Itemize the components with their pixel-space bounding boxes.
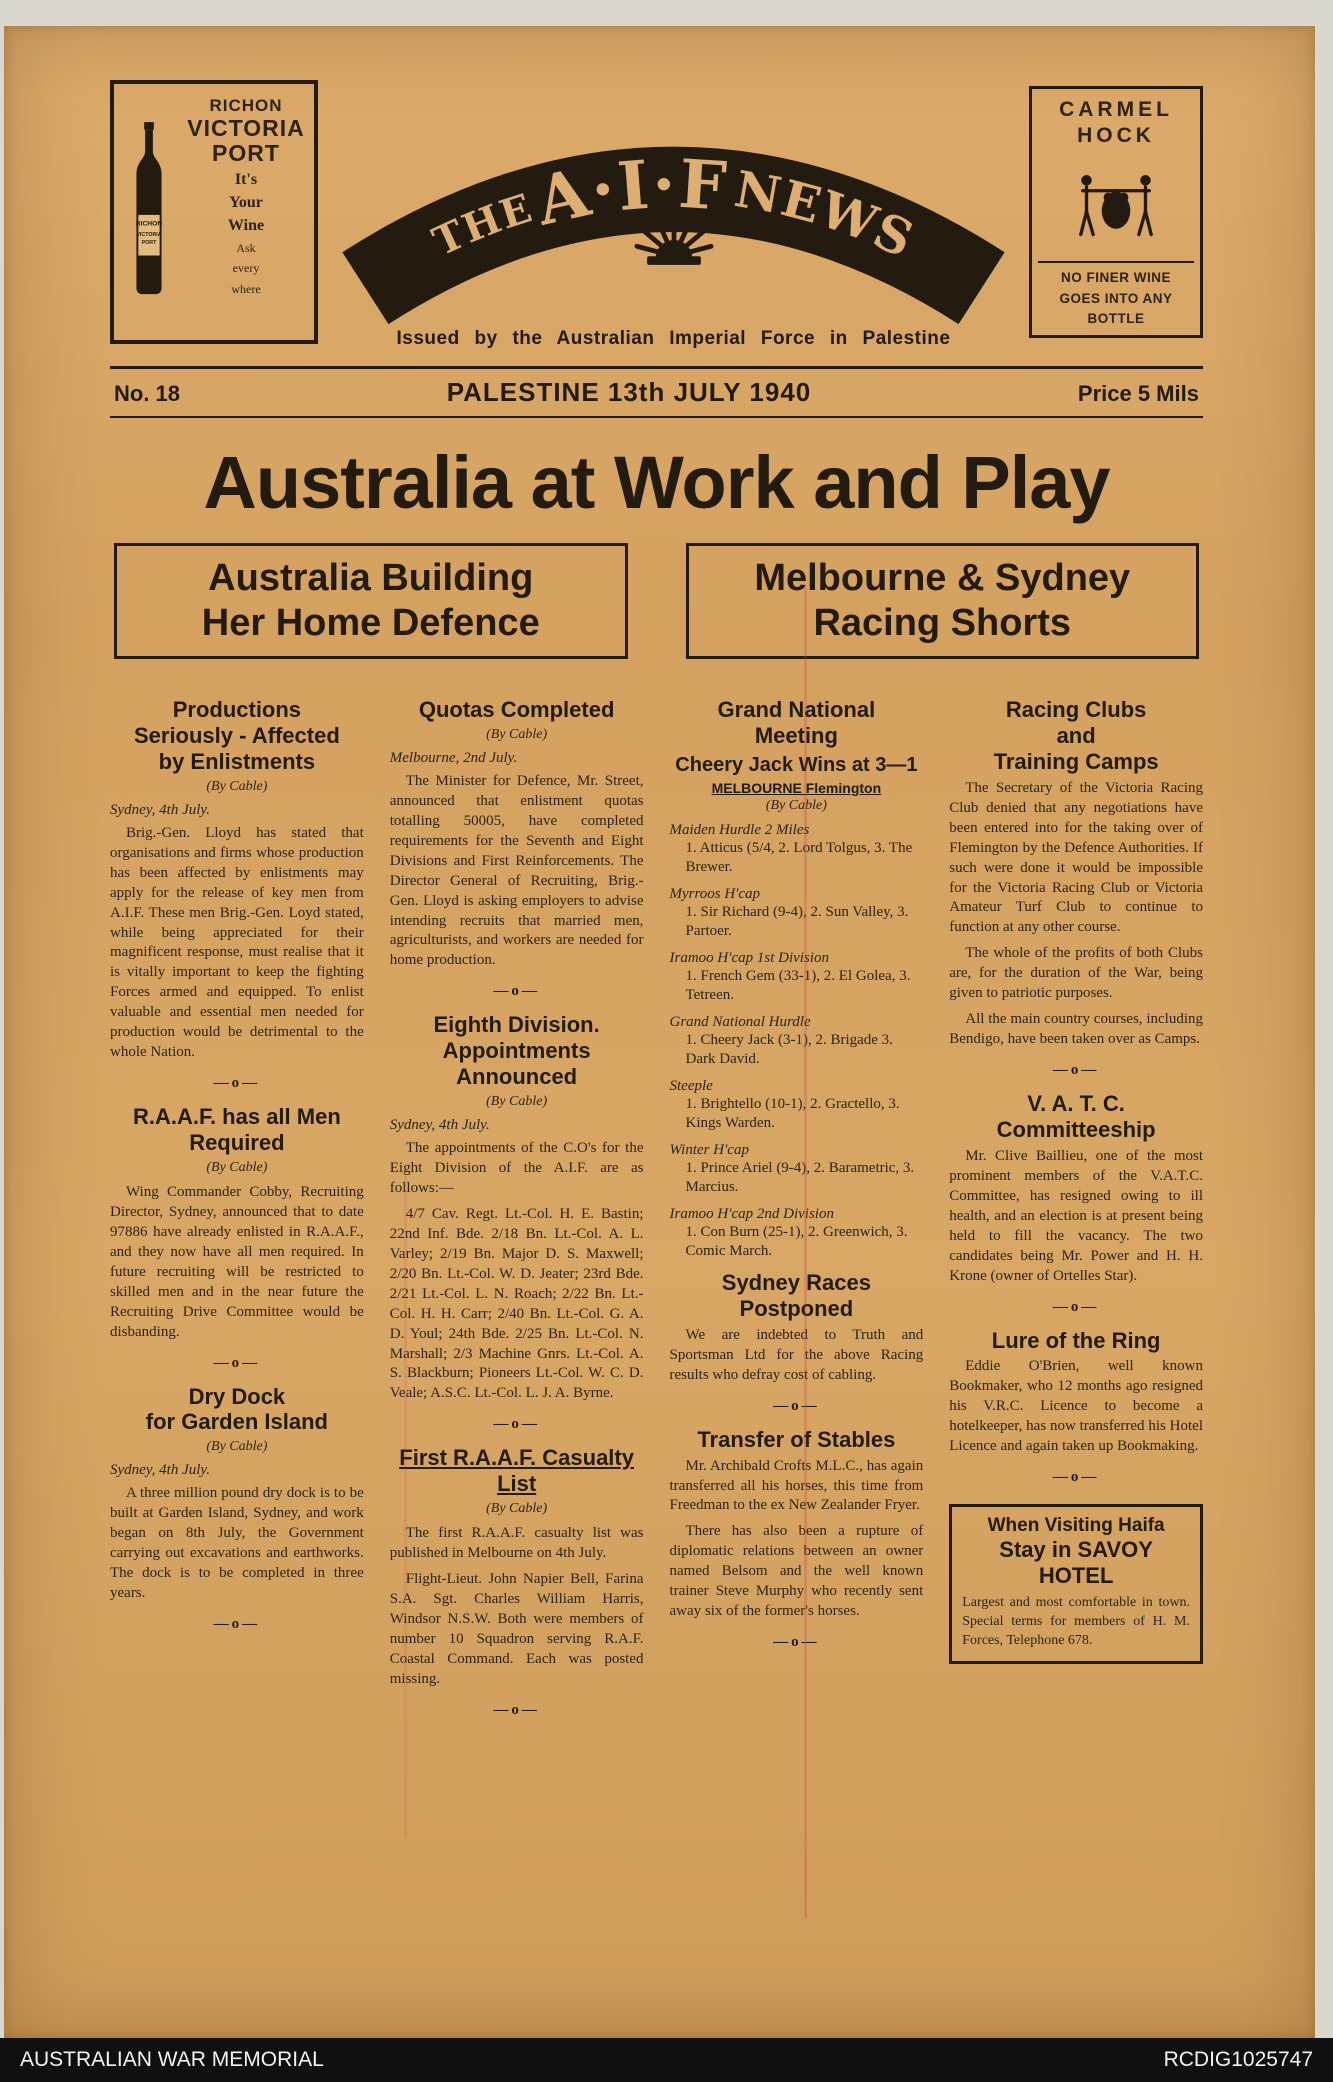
wine-bottle-icon <box>120 92 178 332</box>
section-heading-row <box>114 543 1199 659</box>
savoy-ad-line2: Stay in SAVOY HOTEL <box>999 1537 1153 1589</box>
article-paragraph: Flight-Lieut. John Napier Bell, Farina S.A. Sgt. Charles William Harris, Windsor N.S.W. Both were members of number 10 Squadron serving R.A.F. Coastal Command. Each was posted missing. <box>389 1571 644 1687</box>
article-columns <box>110 689 1203 1731</box>
race-name: Steeple <box>669 1077 713 1094</box>
section-box-racing-shorts <box>686 543 1200 659</box>
race-result: 1. French Gem (33-1), 2. El Golea, 3. Tetreen. <box>685 967 911 1004</box>
byline: (By Cable) <box>206 1439 268 1455</box>
article-title: Quotas Completed <box>418 696 615 722</box>
rising-sun-badge-icon <box>626 208 722 268</box>
byline: (By Cable) <box>486 726 548 742</box>
article-title: Dry Dock for Garden Island <box>145 1383 328 1435</box>
masthead-center <box>318 80 1029 350</box>
main-headline: Australia at Work and Play <box>203 440 1110 524</box>
masthead-subtitle: Issued by the Australian Imperial Force in Palestine <box>396 327 951 349</box>
divider-ornament: —o— <box>213 1075 261 1092</box>
carmel-slogan-line3: BOTTLE <box>1087 310 1145 326</box>
race-result: 1. Brightello (10-1), 2. Gractello, 3. Kings Warden. <box>685 1095 900 1132</box>
race-entry <box>670 1078 924 1134</box>
article-paragraph: There has also been a rupture of diplomatic relations between an owner named Belsom and the well known trainer Steve Murphy who recently sent away six of the former's horses. <box>669 1523 924 1620</box>
article-paragraph: The first R.A.A.F. casualty list was published in Melbourne on 4th July. <box>389 1525 644 1562</box>
race-name: Maiden Hurdle 2 Miles <box>669 821 810 838</box>
divider-ornament: —o— <box>493 983 540 1000</box>
section-box-right-line2: Racing Shorts <box>813 602 1072 645</box>
richon-smallprint-3: where <box>231 281 261 296</box>
richon-tagline-1: It's <box>234 170 258 188</box>
article-grand-national-meeting <box>670 697 924 1262</box>
masthead <box>110 80 1203 350</box>
byline: (By Cable) <box>765 797 827 813</box>
article-title: Eighth Division. Appointments Announced <box>433 1012 600 1090</box>
race-result: 1. Con Burn (25-1), 2. Greenwich, 3. Comic March. <box>685 1223 908 1260</box>
section-box-home-defence <box>114 543 628 659</box>
race-result: 1. Prince Ariel (9-4), 2. Barametric, 3. Marcius. <box>685 1159 915 1196</box>
article-title: First R.A.A.F. Casualty List <box>399 1445 634 1497</box>
bottle-label-line: VICTORIA <box>136 232 162 239</box>
article-paragraph: We are indebted to Truth and Sportsman Ltd for the above Racing results who defray cost of cabling. <box>669 1326 924 1383</box>
race-entry <box>670 886 924 942</box>
article-racing-clubs-training-camps <box>949 697 1203 1050</box>
article-first-raaf-casualty-list <box>390 1445 644 1689</box>
place-date: PALESTINE 13th JULY 1940 <box>446 376 812 407</box>
race-name: Iramoo H'cap 1st Division <box>669 949 829 966</box>
divider-ornament: —o— <box>493 1701 540 1718</box>
carmel-hock-ad <box>1029 86 1203 338</box>
race-place: MELBOURNE Flemington <box>711 779 882 796</box>
richon-port-ad <box>110 80 318 344</box>
savoy-ad-body: Largest and most comfortable in town. Special terms for members of H. M. Forces, Telephone 678. <box>962 1595 1190 1648</box>
article-title: R.A.A.F. has all Men Required <box>132 1104 341 1156</box>
archive-record-id: RCDIG1025747 <box>1163 2048 1313 2071</box>
article-title: Sydney Races Postponed <box>721 1269 871 1321</box>
article-eighth-division-appointments <box>390 1012 644 1404</box>
richon-brand: RICHON <box>209 96 283 115</box>
price: Price 5 Mils <box>1077 380 1199 406</box>
column-2 <box>390 689 644 1731</box>
article-dateline: Sydney, 4th July. <box>110 1462 210 1479</box>
richon-smallprint-2: every <box>232 261 260 276</box>
race-result: 1. Atticus (5/4, 2. Lord Tolgus, 3. The Brewer. <box>685 839 913 876</box>
section-box-left-line2: Her Home Defence <box>201 602 540 645</box>
richon-product-line1: VICTORIA <box>187 115 305 141</box>
richon-tagline-3: Wine <box>227 216 265 234</box>
article-dateline: Melbourne, 2nd July. <box>389 749 518 766</box>
richon-product-line2: PORT <box>212 140 280 167</box>
column-4 <box>949 689 1203 1731</box>
archive-footer-bar <box>0 2038 1333 2082</box>
byline: (By Cable) <box>486 1094 548 1110</box>
article-paragraph: A three million pound dry dock is to be built at Garden Island, Sydney, and work began on 8th July, the Government carrying out excavations and earthworks. The dock is to be completed in three years. <box>110 1485 364 1602</box>
race-entry <box>670 1206 924 1262</box>
bottle-label-brand: RICHON <box>135 220 163 228</box>
dateline-row <box>110 366 1203 418</box>
race-name: Winter H'cap <box>669 1141 749 1158</box>
divider-ornament: —o— <box>1052 1469 1100 1486</box>
grape-carriers-icon <box>1070 166 1162 244</box>
column-3 <box>670 689 924 1731</box>
article-paragraph: The whole of the profits of both Clubs are, for the duration of the War, being given to patriotic purposes. <box>949 945 1203 1002</box>
article-paragraph: Eddie O'Brien, well known Bookmaker, who 12 months ago resigned his V.R.C. Licence to become a hotelkeeper, has now transferred his Hotel Licence and again taken up Bookmaking. <box>949 1358 1203 1455</box>
section-box-left-line1: Australia Building <box>208 557 534 600</box>
article-paragraph: The appointments of the C.O's for the Eight Division of the A.I.F. are as follows:— <box>389 1140 644 1197</box>
race-result: 1. Sir Richard (9-4), 2. Sun Valley, 3. Partoer. <box>685 903 909 940</box>
article-paragraph: Mr. Archibald Crofts M.L.C., has again transferred all his horses, this time from Freedman to the ex New Zealander Fryer. <box>669 1457 924 1514</box>
article-paragraph: Mr. Clive Baillieu, one of the most prominent members of the V.A.T.C. Committee, has resigned owing to ill health, and an election is at present being held to fill the vacancy. The two candidates being Mr. Power and H. H. Krone (owner of Ortelles Star). <box>949 1147 1203 1284</box>
section-box-right-line1: Melbourne & Sydney <box>754 557 1131 600</box>
article-title: Transfer of Stables <box>697 1426 896 1452</box>
article-paragraph: The Minister for Defence, Mr. Street, announced that enlistment quotas totalling 50005, have completed requirements for the Seventh and Eight Divisions and First Reinforcements. The Director General of Recruiting, Brig.-Gen. Lloyd is asking employers to advise intending recruits that married men, agriculturists, and workers are needed for home production. <box>389 772 644 969</box>
race-name: Myrroos H'cap <box>669 885 761 902</box>
byline: (By Cable) <box>206 778 268 794</box>
race-result: 1. Cheery Jack (3-1), 2. Brigade 3. Dark David. <box>685 1031 893 1068</box>
archive-institution-label: AUSTRALIAN WAR MEMORIAL <box>20 2048 324 2071</box>
race-entry <box>670 1014 924 1070</box>
article-vatc-committeeship <box>949 1091 1203 1286</box>
article-title: Racing Clubs and Training Camps <box>993 696 1159 774</box>
masthead-title-news: NEWS <box>730 159 925 270</box>
savoy-ad-line1: When Visiting Haifa <box>987 1515 1165 1537</box>
article-paragraph: All the main country courses, including Bendigo, have been taken over as Camps. <box>949 1011 1203 1048</box>
divider-ornament: —o— <box>773 1634 820 1651</box>
article-dateline: Sydney, 4th July. <box>110 801 210 818</box>
article-sydney-races-postponed <box>670 1270 924 1386</box>
masthead-title-aif: A·I·F <box>528 143 732 241</box>
richon-smallprint-1: Ask <box>236 240 256 255</box>
divider-ornament: —o— <box>213 1616 261 1633</box>
article-productions-affected <box>110 697 364 1063</box>
newspaper-page <box>4 26 1315 2038</box>
masthead-title-the: THE <box>426 184 540 266</box>
article-title: Lure of the Ring <box>991 1327 1161 1353</box>
bottle-label-line: PORT <box>141 239 157 246</box>
article-paragraph: 4/7 Cav. Regt. Lt.-Col. H. E. Bastin; 22nd Inf. Bde. 2/18 Bn. Lt.-Col. A. L. Varley; 2/19 Bn. Major D. S. Maxwell; 2/20 Bn. Lt.-Col. W. D. Jeater; 23rd Bde. 2/21 Lt.-Col. L. N. Roach; 2/22 Bn. Lt.-Col. H. H. Carr; 2/40 Bn. Lt.-Col. G. A. D. Youl; 24th Bde. 2/25 Bn. Lt.-Col. N. Marshall; 2/3 Machine Gnrs. Lt.-Col. A. S. Blackburn; Pioneers Lt.-Col. W. C. D. Veale; A.S.C. Lt.-Col. L. J. A. Byrne. <box>389 1205 644 1402</box>
race-subhead: Cheery Jack Wins at 3—1 <box>675 753 918 776</box>
race-entry <box>670 950 924 1006</box>
article-raaf-men-required <box>110 1104 364 1342</box>
savoy-hotel-ad <box>949 1504 1203 1664</box>
divider-ornament: —o— <box>213 1354 261 1371</box>
masthead-arch <box>330 80 1017 326</box>
carmel-slogan-line1: NO FINER WINE <box>1061 270 1171 286</box>
issue-number: No. 18 <box>114 380 181 406</box>
article-paragraph: Wing Commander Cobby, Recruiting Director, Sydney, announced that to date 97886 have already enlisted in R.A.A.F., and they now have all men required. In future recruiting will be restricted to skilled men and in the near future the Recruiting Drive Committee would be disbanding. <box>110 1184 364 1340</box>
divider-ornament: —o— <box>1052 1062 1100 1079</box>
richon-tagline-2: Your <box>229 193 263 211</box>
article-dry-dock <box>110 1384 364 1605</box>
race-name: Grand National Hurdle <box>669 1013 811 1030</box>
article-paragraph: The Secretary of the Victoria Racing Club denied that any negotiations have been entered into for the taking over of Flemington by the Defence Authorities. If such were done it would be impossible for the Victoria Racing Club or Victoria Amateur Turf Club to continue to function at any other course. <box>949 779 1203 936</box>
byline: (By Cable) <box>486 1501 548 1517</box>
article-title: Productions Seriously - Affected by Enlistments <box>133 696 340 774</box>
divider-ornament: —o— <box>1052 1298 1100 1315</box>
race-name: Iramoo H'cap 2nd Division <box>669 1205 834 1222</box>
carmel-title-line1: CARMEL <box>1059 98 1173 121</box>
article-quotas-completed <box>390 697 644 971</box>
carmel-title-line2: HOCK <box>1077 124 1155 148</box>
carmel-slogan-line2: GOES INTO ANY <box>1059 290 1173 306</box>
divider-ornament: —o— <box>493 1416 540 1433</box>
carmel-ad-slogan <box>1038 261 1194 329</box>
richon-ad-text <box>184 92 308 332</box>
race-entry <box>670 822 924 878</box>
article-lure-of-the-ring <box>949 1328 1203 1458</box>
race-entry <box>670 1142 924 1198</box>
article-title: V. A. T. C. Committeeship <box>996 1091 1156 1142</box>
carmel-ad-title <box>1038 97 1194 150</box>
article-transfer-of-stables <box>670 1427 924 1622</box>
article-paragraph: Brig.-Gen. Lloyd has stated that organisations and firms whose production has been affected by enlistments may apply for the release of key men from A.I.F. These men Brig.-Gen. Loyd stated, while being appreciated for their magnificent response, must realise that it is vitally important to keep the fighting Forces armed and equipped. To enlist valuable and essential men needed for production would be detrimental to the whole Nation. <box>110 824 364 1061</box>
masthead-arch-banner <box>330 80 1017 326</box>
byline: (By Cable) <box>206 1160 268 1175</box>
divider-ornament: —o— <box>773 1397 820 1414</box>
article-title: Grand National Meeting <box>717 696 876 748</box>
article-dateline: Sydney, 4th July. <box>389 1117 490 1134</box>
column-1 <box>110 689 364 1731</box>
